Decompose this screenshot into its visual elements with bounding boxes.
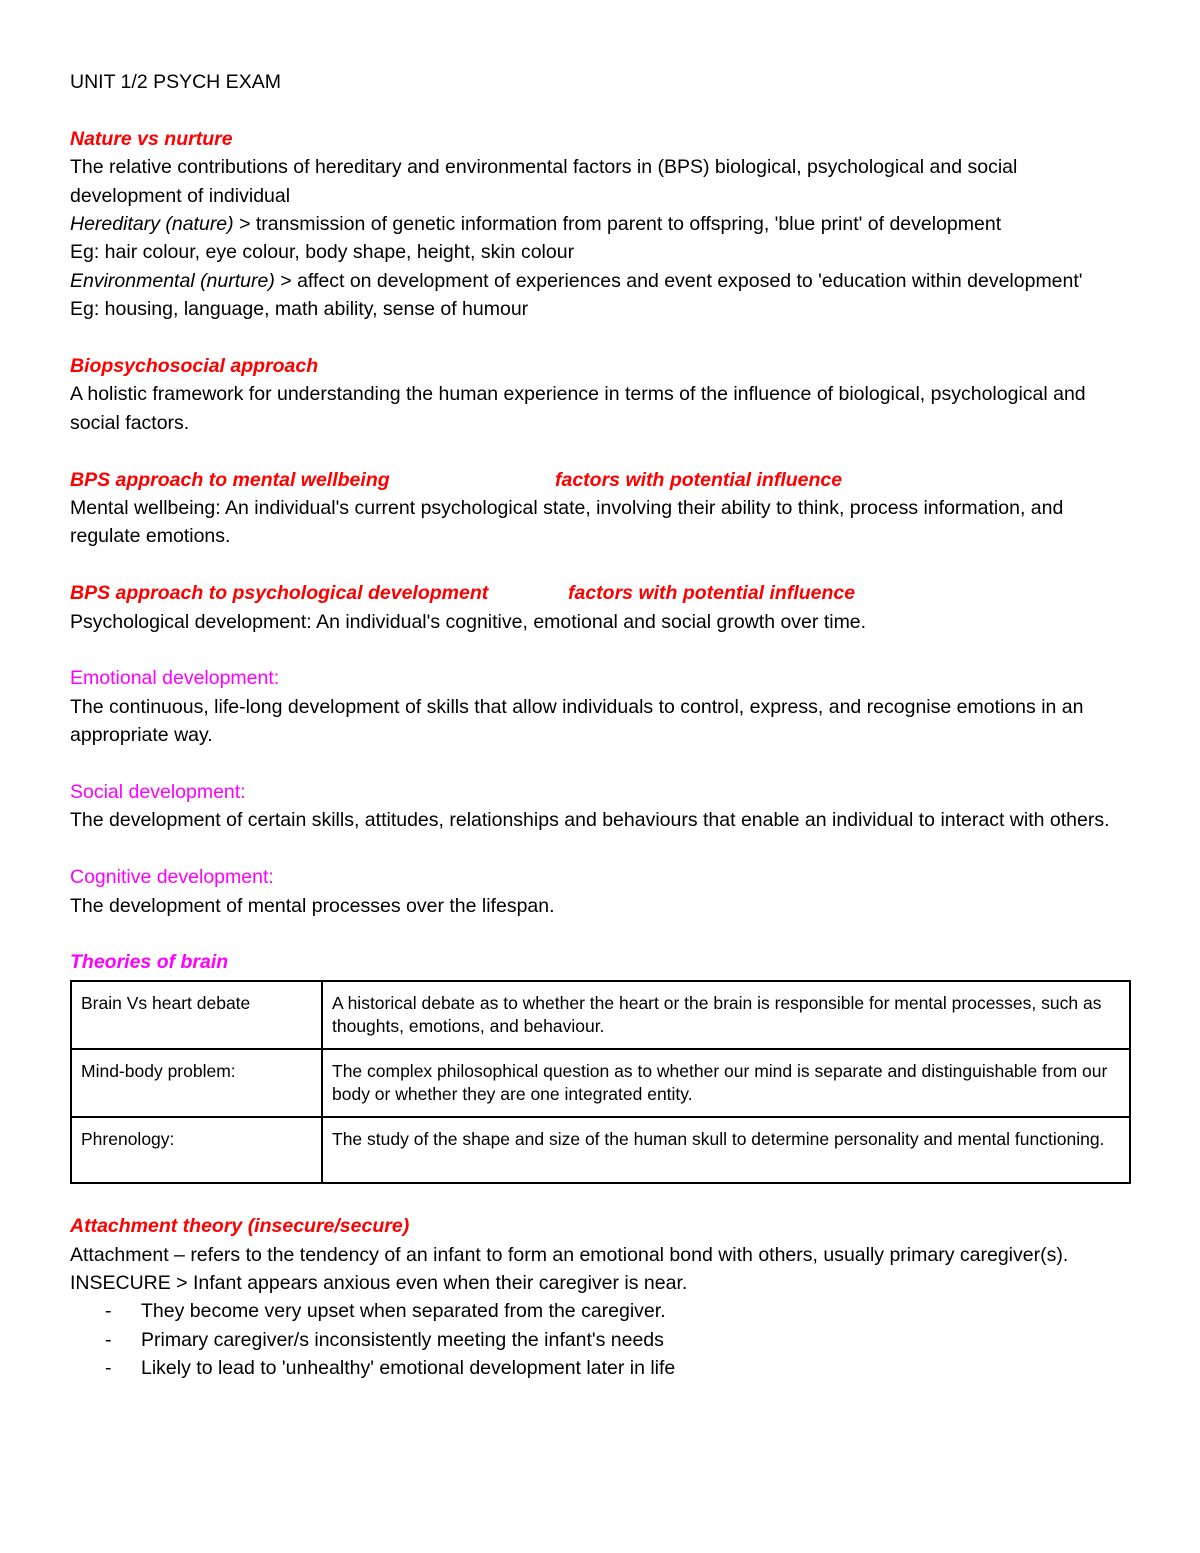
list-item-text: Primary caregiver/s inconsistently meeting the infant's needs — [141, 1328, 664, 1351]
environmental-term: Environmental (nurture) — [70, 269, 275, 292]
table-term-cell: Brain Vs heart debate — [71, 981, 322, 1049]
document-title: UNIT 1/2 PSYCH EXAM — [70, 71, 281, 93]
list-item — [70, 1354, 1132, 1382]
heading-emotional-development: Emotional development: — [70, 667, 280, 690]
heading-theories-of-brain: Theories of brain — [70, 951, 229, 974]
social-text: The development of certain skills, attitudes, relationships and behaviours that enable an individual to interact with others. — [70, 809, 1110, 832]
bps-wellbeing-factors: factors with potential influence — [555, 468, 843, 491]
heading-attachment-theory: Attachment theory (insecure/secure) — [70, 1215, 410, 1238]
list-item-text: They become very upset when separated from the caregiver. — [141, 1300, 666, 1323]
dash-bullet: - — [105, 1300, 112, 1323]
heading-nature-vs-nurture: Nature vs nurture — [70, 127, 233, 150]
table-row — [71, 1117, 1130, 1183]
table-term-cell: Phrenology: — [71, 1117, 322, 1183]
biopsychosocial-text: A holistic framework for understanding the human experience in terms of the influence of biological, psychological and social factors. — [70, 383, 1086, 434]
hereditary-line — [70, 210, 1132, 238]
list-item — [70, 1326, 1132, 1354]
emotional-text: The continuous, life-long development of skills that allow individuals to control, express, and recognise emotions in an appropriate way. — [70, 695, 1084, 747]
bps-psychdev-title: BPS approach to psychological development — [70, 582, 489, 605]
dash-bullet: - — [105, 1357, 112, 1380]
insecure-line: INSECURE > Infant appears anxious even when their caregiver is near. — [70, 1272, 688, 1295]
theories-table — [70, 980, 1131, 1184]
heading-bps-psych-development — [70, 579, 1132, 607]
table-definition-cell: The study of the shape and size of the human skull to determine personality and mental functioning. — [322, 1117, 1130, 1183]
heading-cognitive-development: Cognitive development: — [70, 866, 274, 889]
bps-wellbeing-title: BPS approach to mental wellbeing — [70, 468, 390, 491]
hereditary-term: Hereditary (nature) — [70, 213, 234, 236]
document-page — [70, 68, 1132, 1383]
table-definition-cell: The complex philosophical question as to whether our mind is separate and distinguishable from our body or whether they are one integrated entity. — [322, 1049, 1130, 1117]
table-term-cell: Mind-body problem: — [71, 1049, 322, 1117]
nature-definition: The relative contributions of hereditary and environmental factors in (BPS) biological, psychological and social development of individual — [70, 156, 1018, 207]
table-row — [71, 981, 1130, 1049]
dash-bullet: - — [105, 1328, 112, 1351]
environmental-example: Eg: housing, language, math ability, sense of humour — [70, 298, 529, 321]
cognitive-text: The development of mental processes over the lifespan. — [70, 894, 555, 917]
hereditary-example: Eg: hair colour, eye colour, body shape, height, skin colour — [70, 241, 575, 264]
insecure-list — [70, 1297, 1132, 1382]
environmental-line — [70, 267, 1132, 295]
hereditary-text: > transmission of genetic information from parent to offspring, 'blue print' of development — [233, 213, 1002, 236]
bps-psychdev-factors: factors with potential influence — [568, 582, 856, 605]
table-definition-cell: A historical debate as to whether the heart or the brain is responsible for mental processes, such as thoughts, emotions, and behaviour. — [322, 981, 1130, 1049]
attachment-definition: Attachment – refers to the tendency of an infant to form an emotional bond with others, usually primary caregiver(s). — [70, 1243, 1069, 1266]
list-item-text: Likely to lead to 'unhealthy' emotional development later in life — [141, 1357, 676, 1380]
heading-biopsychosocial: Biopsychosocial approach — [70, 355, 319, 378]
heading-bps-wellbeing — [70, 466, 1132, 494]
list-item — [70, 1297, 1132, 1325]
psychdev-text: Psychological development: An individual's cognitive, emotional and social growth over time. — [70, 610, 867, 633]
wellbeing-text: Mental wellbeing: An individual's current psychological state, involving their ability to think, process information, and regulate emotions. — [70, 497, 1064, 548]
table-row — [71, 1049, 1130, 1117]
heading-social-development: Social development: — [70, 781, 246, 804]
environmental-text: > affect on development of experiences and event exposed to 'education within development' — [274, 269, 1083, 292]
